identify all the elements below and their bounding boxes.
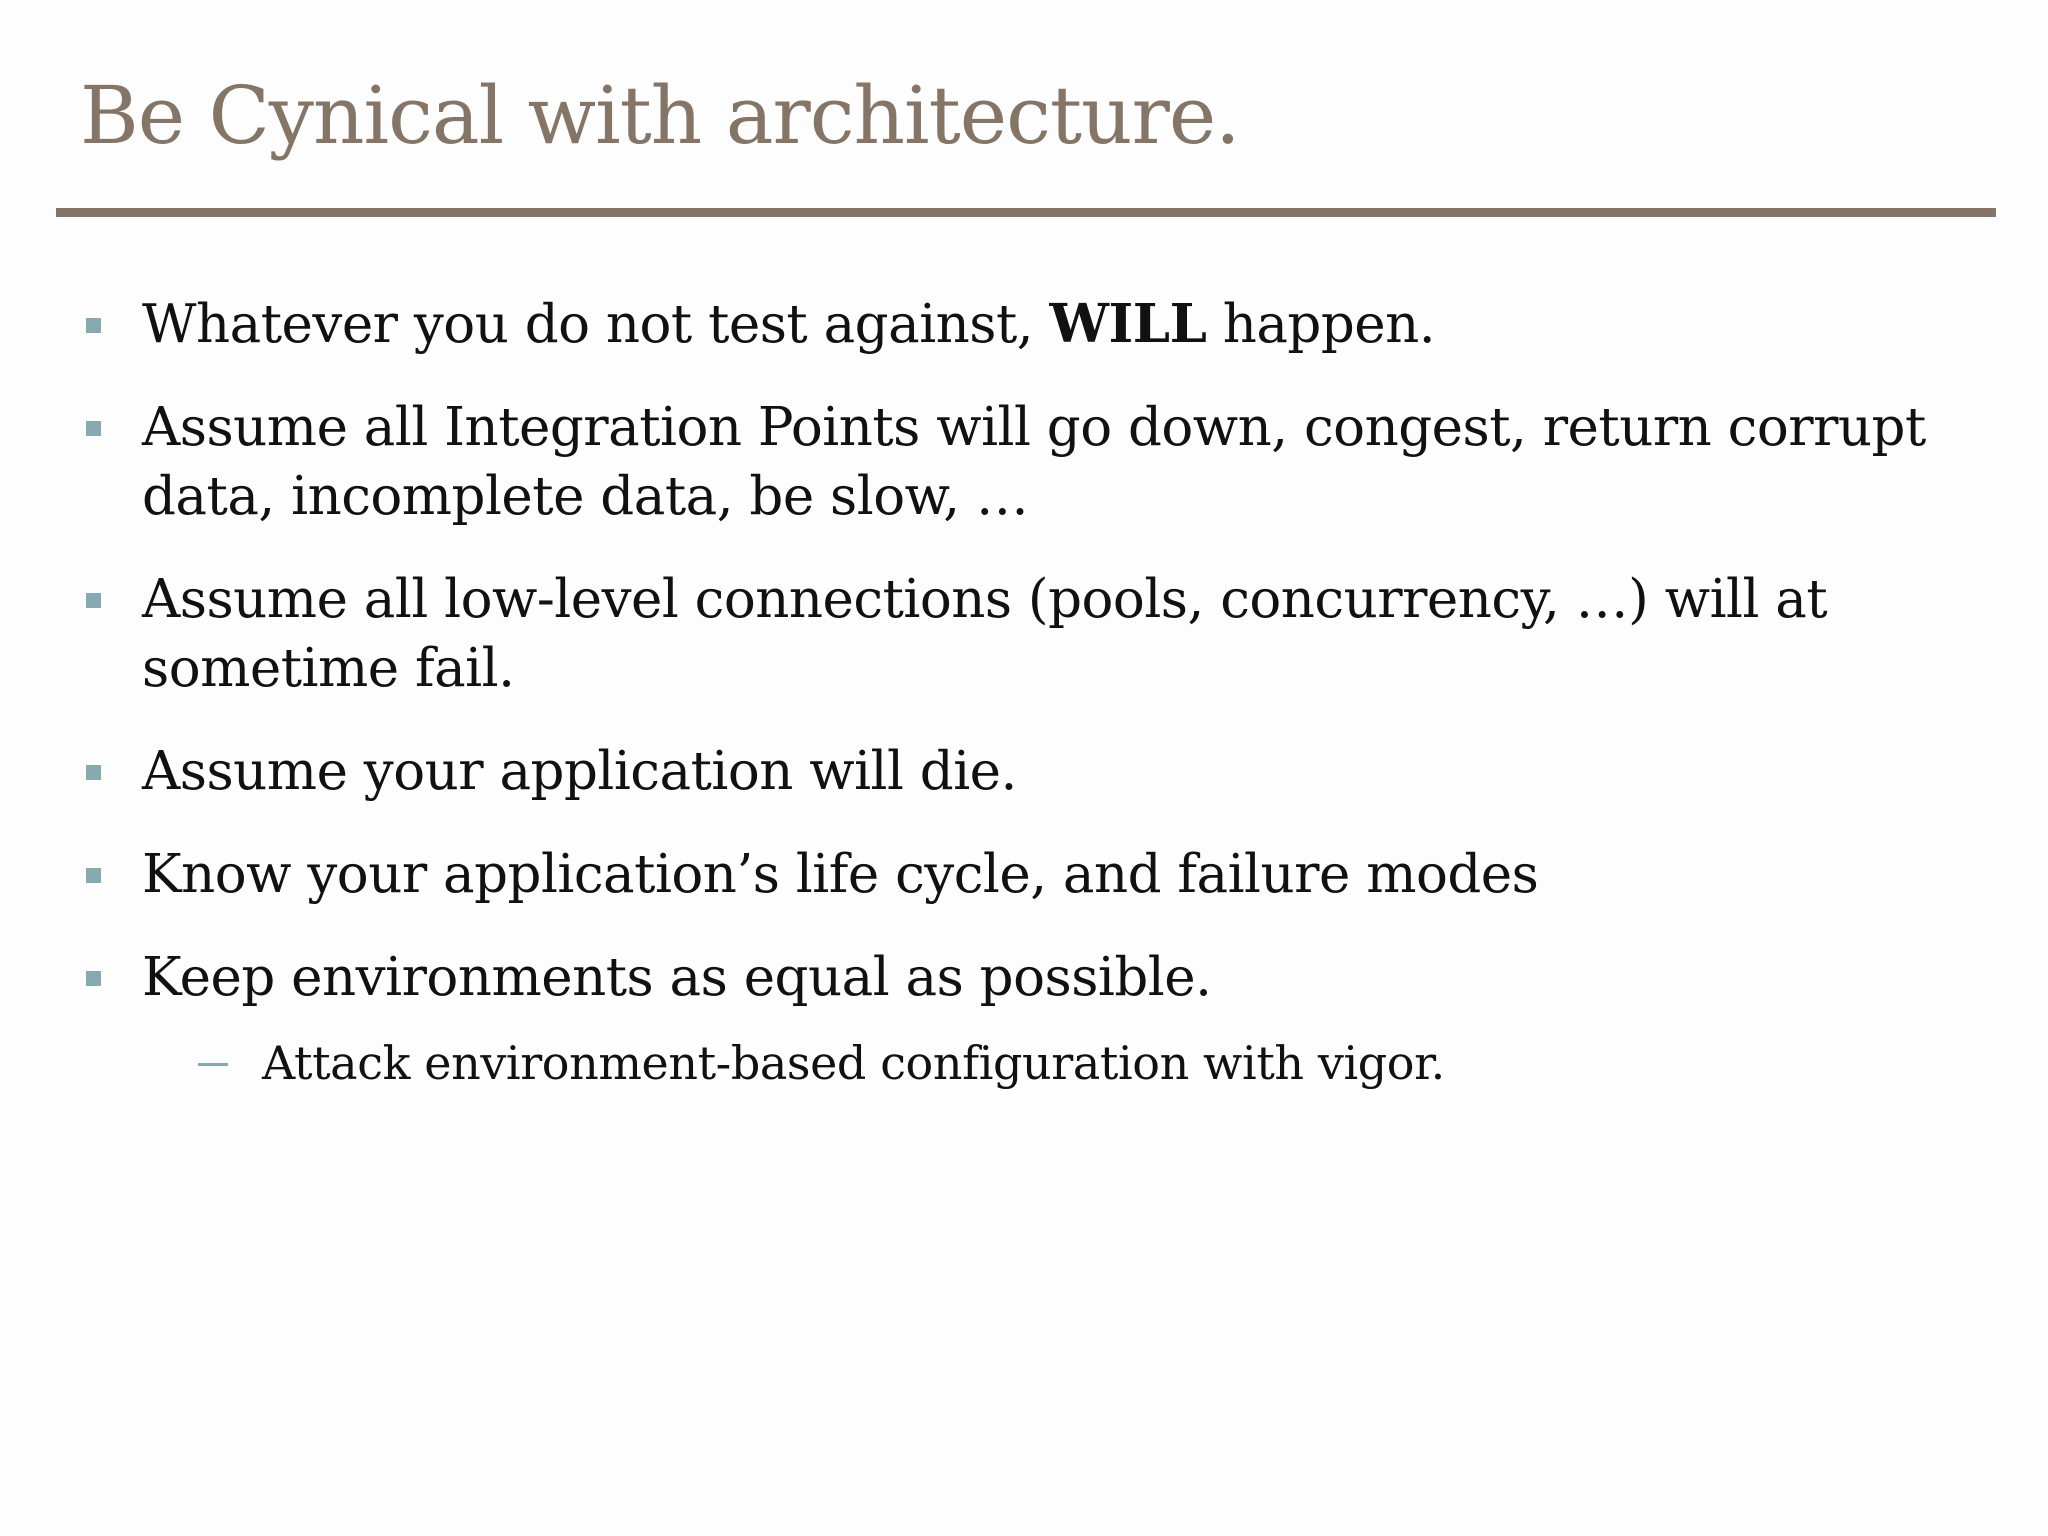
square-bullet-icon <box>86 593 101 608</box>
bullet-list <box>0 290 2048 1094</box>
title-divider <box>56 208 1996 217</box>
square-bullet-icon <box>86 318 101 333</box>
bullet-text: Assume all low-level connections (pools, concurrency, …) will at sometime fail. <box>142 569 1828 699</box>
sub-bullet-item <box>0 1032 2002 1094</box>
bullet-text: Keep environments as equal as possible. <box>142 947 1212 1008</box>
bullet-item <box>0 290 1982 359</box>
square-bullet-icon <box>86 971 101 986</box>
bullet-text: Assume your application will die. <box>142 741 1017 802</box>
dash-bullet-icon <box>198 1063 228 1066</box>
bullet-item <box>0 393 1982 531</box>
bullet-text <box>142 294 1435 355</box>
bullet-text-part: happen. <box>1206 294 1436 355</box>
slide-title: Be Cynical with architecture. <box>80 69 1240 162</box>
bullet-item <box>0 565 1982 703</box>
bullet-emphasis: WILL <box>1049 293 1207 355</box>
bullet-text: Know your application’s life cycle, and failure modes <box>142 844 1539 905</box>
square-bullet-icon <box>86 421 101 436</box>
square-bullet-icon <box>86 868 101 883</box>
bullet-item <box>0 737 1982 806</box>
bullet-text-part: Whatever you do not test against, <box>142 294 1050 355</box>
bullet-text: Assume all Integration Points will go down, congest, return corrupt data, incomplete data, be slow, … <box>142 397 1926 527</box>
bullet-item <box>0 943 1982 1012</box>
sub-bullet-text: Attack environment-based configuration with vigor. <box>262 1036 1445 1090</box>
bullet-item <box>0 840 1982 909</box>
square-bullet-icon <box>86 765 101 780</box>
